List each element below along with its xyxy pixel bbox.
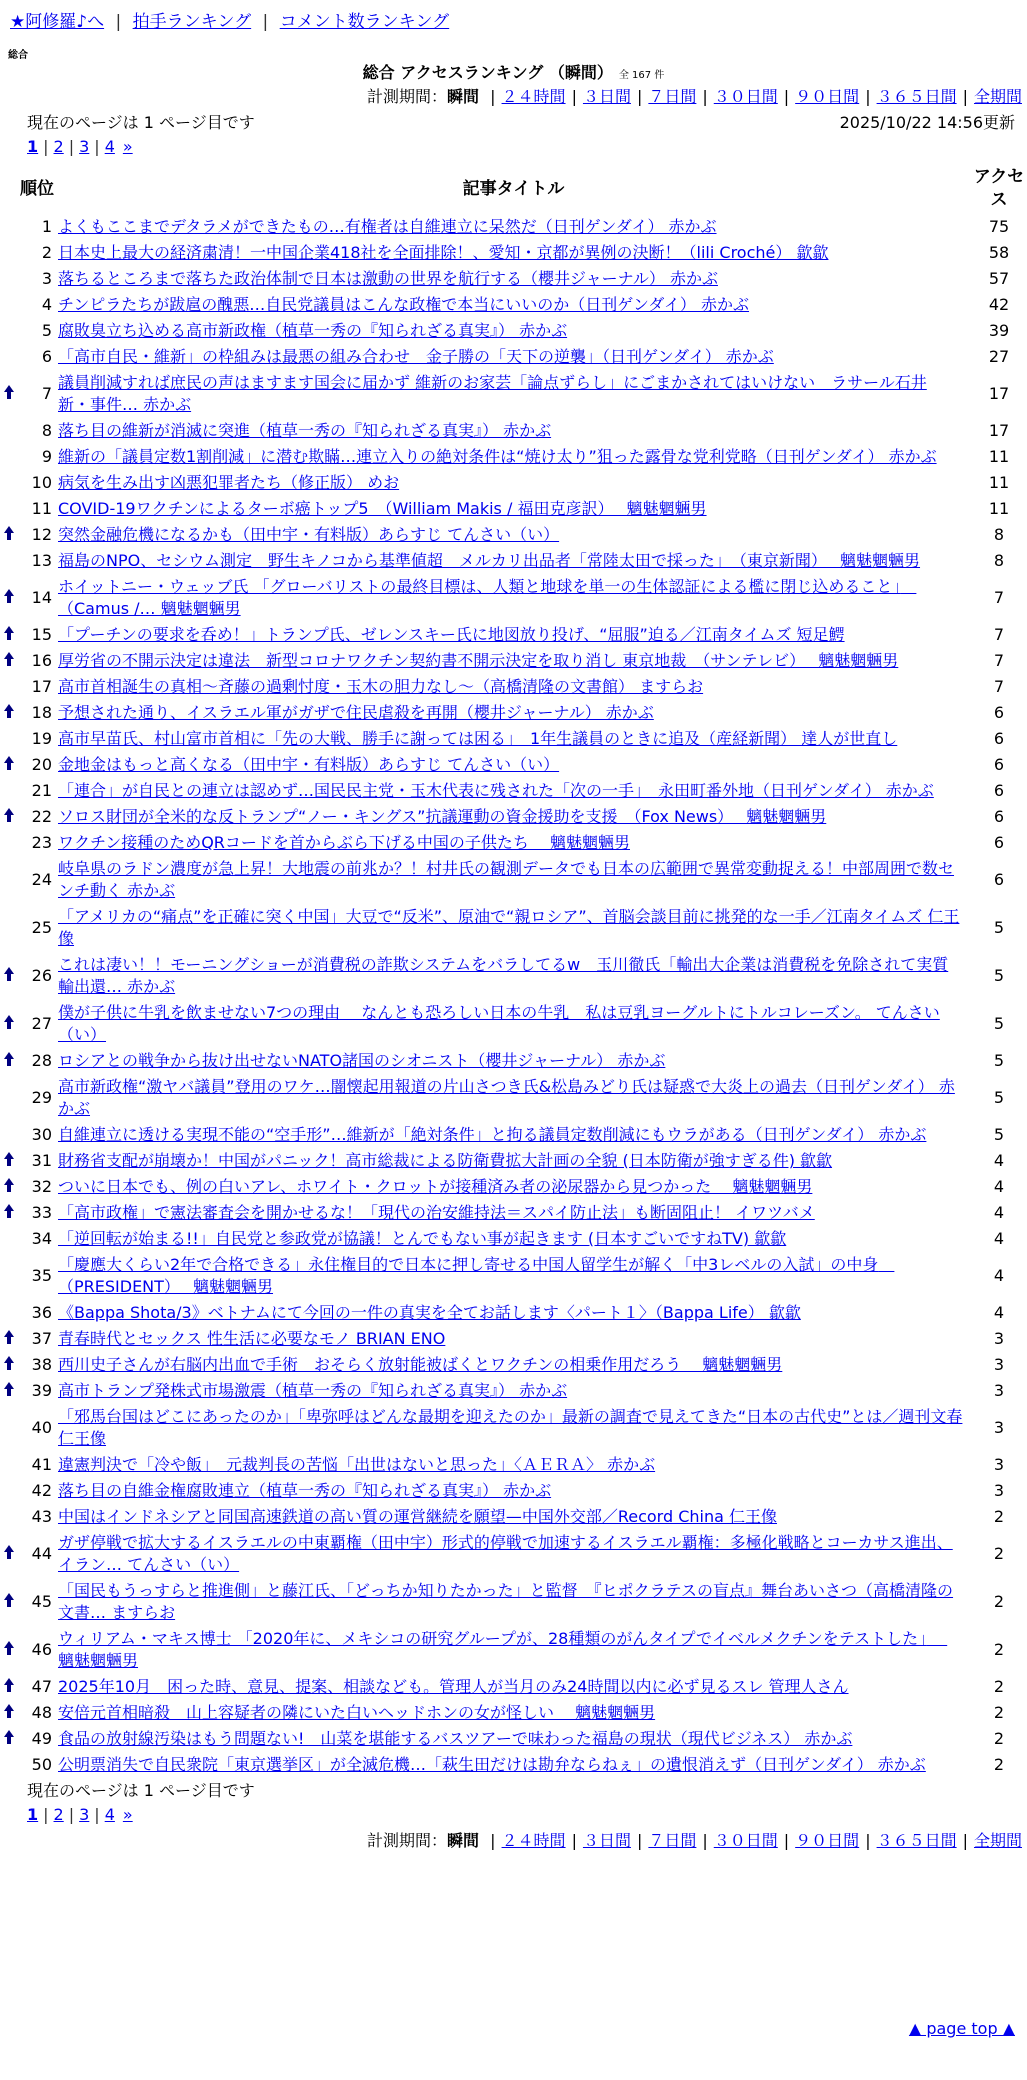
ranking-table (0, 164, 1027, 1778)
article-title-link[interactable]: 議員削減すれば庶民の声はますます国会に届かず 維新のお家芸「論点ずらし」にごまかされてはいけない ラサール石井 新・事件… 赤かぶ (58, 373, 927, 414)
article-title-link[interactable]: 「プーチンの要求を呑め！」トランプ氏、ゼレンスキー氏に地図放り投げ、“屈服”迫る／江南タイムズ 短足鰐 (58, 625, 845, 644)
table-row (0, 1300, 1027, 1326)
table-row (0, 1352, 1027, 1378)
table-row (0, 1048, 1027, 1074)
up-arrow-icon (4, 1015, 14, 1029)
access-count: 75 (988, 217, 1010, 236)
period-separator: | (865, 87, 871, 106)
rank-number: 29 (31, 1088, 52, 1107)
table-row (0, 1074, 1027, 1122)
article-title-link[interactable]: 2025年10月 困った時、意見、提案、相談なども。管理人が当月のみ24時間以内に必ず見るスレ 管理人さん (58, 1677, 849, 1696)
table-row (0, 344, 1027, 370)
rank-number: 13 (31, 551, 52, 570)
table-row (0, 1674, 1027, 1700)
table-row (0, 418, 1027, 444)
access-count: 39 (988, 321, 1010, 340)
table-header-row (0, 164, 1027, 214)
article-title-link[interactable]: 食品の放射線汚染はもう問題ない! 山菜を堪能するバスツアーで味わった福島の現状（現代ビジネス） 赤かぶ (58, 1729, 853, 1748)
pager-next-link[interactable]: » (122, 1805, 133, 1824)
article-title-link[interactable]: 落ち目の自維金権腐敗連立（植草一秀の『知られざる真実』） 赤かぶ (58, 1481, 552, 1500)
period-separator: | (702, 1831, 708, 1850)
article-title-link[interactable]: 腐敗臭立ち込める高市新政権（植草一秀の『知られざる真実』） 赤かぶ (58, 321, 568, 340)
updated-timestamp: 2025/10/22 14:56更新 (839, 113, 1015, 132)
pager-current-page[interactable]: 1 (27, 1805, 39, 1824)
access-count: 5 (993, 1088, 1005, 1107)
period-link[interactable]: ７日間 (648, 1831, 697, 1850)
article-title-link[interactable]: 金地金はもっと高くなる（田中宇・有料版）あらすじ てんさい（い） (58, 755, 560, 774)
table-row (0, 700, 1027, 726)
period-link[interactable]: ３０日間 (713, 87, 778, 106)
rank-number: 46 (31, 1640, 52, 1659)
table-row (0, 674, 1027, 700)
rank-number: 4 (41, 295, 52, 314)
up-arrow-icon (4, 967, 14, 981)
page-top-link[interactable]: ▲ page top ▲ (908, 2019, 1015, 2038)
table-row (0, 1378, 1027, 1404)
pager-separator: | (68, 137, 75, 156)
up-arrow-icon (4, 1052, 14, 1066)
access-count: 2 (993, 1640, 1005, 1659)
rank-number: 14 (31, 588, 52, 607)
pager-bottom (27, 1804, 133, 1826)
access-count: 2 (993, 1592, 1005, 1611)
table-row (0, 1626, 1027, 1674)
table-row (0, 1326, 1027, 1352)
period-label: 計測期間： (367, 1831, 448, 1850)
access-count: 6 (993, 807, 1005, 826)
article-title-link[interactable]: ソロス財団が全米的な反トランプ“ノー・キングス”抗議運動の資金援助を支援 （Fox News） 魑魅魍魎男 (58, 807, 827, 826)
table-row (0, 1700, 1027, 1726)
access-count: 11 (988, 447, 1010, 466)
table-row (0, 318, 1027, 344)
rank-number: 1 (41, 217, 52, 236)
table-row (0, 1452, 1027, 1478)
up-arrow-icon (4, 1356, 14, 1370)
up-arrow-icon (4, 526, 14, 540)
access-count: 6 (993, 781, 1005, 800)
rank-number: 3 (41, 269, 52, 288)
table-row (0, 1578, 1027, 1626)
period-separator: | (636, 87, 643, 106)
period-link[interactable]: ９０日間 (795, 87, 860, 106)
article-title-link[interactable]: ワクチン接種のためQRコードを首からぶら下げる中国の子供たち 魑魅魍魎男 (58, 833, 630, 852)
up-arrow-icon (4, 1204, 14, 1218)
article-title-link[interactable]: チンピラたちが跋扈の醜悪…自民党議員はこんな政権で本当にいいのか（日刊ゲンダイ） 赤かぶ (58, 295, 750, 314)
rank-number: 39 (31, 1381, 52, 1400)
total-count: 全 167 件 (618, 70, 665, 81)
up-arrow-icon (4, 1330, 14, 1344)
table-row (0, 470, 1027, 496)
article-title-link[interactable]: ロシアとの戦争から抜け出せないNATO諸国のシオニスト（櫻井ジャーナル） 赤かぶ (58, 1051, 666, 1070)
table-row (0, 548, 1027, 574)
access-count: 58 (988, 243, 1010, 262)
period-current: 瞬間 (447, 1831, 480, 1850)
access-count: 17 (988, 421, 1010, 440)
up-arrow-icon (4, 1152, 14, 1166)
pager-top (27, 136, 133, 158)
article-title-link[interactable]: 高市新政権“激ヤバ議員”登用のワケ…闇懐起用報道の片山さつき氏&松島みどり氏は疑惑で大炎上の過去（日刊ゲンダイ） 赤かぶ (58, 1077, 955, 1118)
up-arrow-icon (4, 626, 14, 640)
access-count: 57 (988, 269, 1010, 288)
table-row (0, 1148, 1027, 1174)
pager-page-link[interactable]: 4 (104, 137, 115, 156)
rank-number: 17 (31, 677, 52, 696)
access-count: 6 (993, 703, 1005, 722)
rank-number: 19 (31, 729, 52, 748)
period-separator: | (571, 87, 577, 106)
table-row (0, 752, 1027, 778)
article-title-link[interactable]: 公明票消失で自民衆院「東京選挙区」が全滅危機…「萩生田だけは勘弁ならねぇ」の遺恨消えず（日刊ゲンダイ） 赤かぶ (58, 1755, 926, 1774)
article-title-link[interactable]: 突然金融危機になるかも（田中宇・有料版）あらすじ てんさい（い） (58, 525, 560, 544)
table-row (0, 522, 1027, 548)
rank-number: 43 (31, 1507, 52, 1526)
article-title-link[interactable]: 「慶應大くらい2年で合格できる」永住権目的で日本に押し寄せる中国人留学生が解く「中3レベルの入試」の中身 （PRESIDENT） 魑魅魍魎男 (58, 1255, 895, 1296)
rank-number: 15 (31, 625, 52, 644)
ranking-title: 総合 アクセスランキング （瞬間） (362, 63, 613, 82)
table-row (0, 1174, 1027, 1200)
pager-page-link[interactable]: 3 (79, 1805, 90, 1824)
access-count: 4 (993, 1151, 1005, 1170)
article-title-link[interactable]: 中国はインドネシアと同国高速鉄道の高い質の運営継続を願望—中国外交部／Record China 仁王像 (58, 1507, 777, 1526)
rank-number: 31 (31, 1151, 52, 1170)
table-row (0, 240, 1027, 266)
table-row (0, 1504, 1027, 1530)
nav-separator: | (115, 12, 122, 32)
rank-number: 37 (31, 1329, 52, 1348)
up-arrow-icon (4, 808, 14, 822)
period-separator: | (783, 1831, 790, 1850)
period-separator: | (490, 87, 496, 106)
rank-number: 24 (31, 870, 52, 889)
rank-number: 28 (31, 1051, 52, 1070)
access-count: 8 (993, 525, 1005, 544)
article-title-link[interactable]: 「国民もうっすらと推進側」と藤江氏、「どっちか知りたかった」と監督 『ヒポクラテスの盲点』舞台あいさつ（高橋清隆の文書… ますらお (58, 1581, 954, 1622)
col-title-header: 記事タイトル (462, 178, 565, 199)
table-row (0, 292, 1027, 318)
period-link[interactable]: ３０日間 (713, 1831, 778, 1850)
rank-number: 33 (31, 1203, 52, 1222)
access-count: 7 (993, 588, 1005, 607)
rank-number: 48 (31, 1703, 52, 1722)
up-arrow-icon (4, 1704, 14, 1718)
article-title-link[interactable]: 青春時代とセックス 性生活に必要なモノ BRIAN ENO (58, 1329, 446, 1348)
rank-number: 18 (31, 703, 52, 722)
page-info-bottom: 現在のページは 1 ページ目です (27, 1781, 255, 1800)
period-separator: | (636, 1831, 643, 1850)
rank-number: 16 (31, 651, 52, 670)
rank-number: 27 (31, 1014, 52, 1033)
access-count: 3 (993, 1418, 1005, 1437)
table-row (0, 648, 1027, 674)
period-link[interactable]: ３６５日間 (876, 1831, 957, 1850)
access-count: 3 (993, 1381, 1005, 1400)
access-count: 5 (993, 918, 1005, 937)
access-count: 7 (993, 625, 1005, 644)
pager-separator: | (43, 1805, 49, 1824)
pager-separator: | (68, 1805, 75, 1824)
rank-number: 30 (31, 1125, 52, 1144)
table-row (0, 1200, 1027, 1226)
access-count: 4 (993, 1177, 1005, 1196)
table-row (0, 444, 1027, 470)
pager-page-link[interactable]: 3 (79, 137, 90, 156)
access-count: 6 (993, 729, 1005, 748)
rank-number: 21 (31, 781, 52, 800)
article-title-link[interactable]: 病気を生み出す凶悪犯罪者たち（修正版） めお (58, 473, 400, 492)
category-label: 総合 (8, 50, 28, 61)
table-row (0, 804, 1027, 830)
access-count: 6 (993, 833, 1005, 852)
period-link[interactable]: ２４時間 (501, 1831, 566, 1850)
period-separator: | (865, 1831, 871, 1850)
table-row (0, 778, 1027, 804)
table-row (0, 856, 1027, 904)
rank-number: 49 (31, 1729, 52, 1748)
period-link[interactable]: ７日間 (648, 87, 697, 106)
col-access-header: アクセス (973, 167, 1025, 210)
article-title-link[interactable]: 西川史子さんが右脳内出血で手術 おそらく放射能被ばくとワクチンの相乗作用だろう 魑魅魍魎男 (58, 1355, 783, 1374)
rank-number: 12 (31, 525, 52, 544)
period-links (484, 87, 1022, 106)
page-info-top: 現在のページは 1 ページ目です (27, 113, 255, 132)
pager-current-page[interactable]: 1 (27, 137, 39, 156)
period-link[interactable]: 全期間 (973, 1831, 1022, 1850)
access-count: 8 (993, 551, 1005, 570)
pager-page-link[interactable]: 2 (53, 1805, 64, 1824)
access-count: 4 (993, 1303, 1005, 1322)
table-row (0, 726, 1027, 752)
access-count: 27 (988, 347, 1010, 366)
access-count: 5 (993, 1125, 1005, 1144)
table-row (0, 622, 1027, 648)
table-row (0, 1252, 1027, 1300)
rank-number: 50 (31, 1755, 52, 1774)
rank-number: 11 (31, 499, 52, 518)
pager-next-link[interactable]: » (122, 137, 133, 156)
access-count: 4 (993, 1229, 1005, 1248)
rank-number: 42 (31, 1481, 52, 1500)
article-title-link[interactable]: 落ちるところまで落ちた政治体制で日本は激動の世界を航行する（櫻井ジャーナル） 赤かぶ (58, 269, 718, 288)
article-title-link[interactable]: 自維連立に透ける実現不能の“空手形”…維新が「絶対条件」と拘る議員定数削減にもウラがある（日刊ゲンダイ） 赤かぶ (58, 1125, 927, 1144)
table-row (0, 1226, 1027, 1252)
period-link[interactable]: ３日間 (582, 87, 631, 106)
period-link[interactable]: ３６５日間 (876, 87, 957, 106)
article-title-link[interactable]: よくもここまでデタラメができたもの…有権者は自維連立に呆然だ（日刊ゲンダイ） 赤かぶ (58, 217, 717, 236)
article-title-link[interactable]: 高市トランプ発株式市場激震（植草一秀の『知られざる真実』） 赤かぶ (58, 1381, 568, 1400)
pager-separator: | (94, 137, 100, 156)
article-title-link[interactable]: 僕が子供に牛乳を飲ませない7つの理由 なんとも恐ろしい日本の牛乳 私は豆乳ヨーグルトにトルコレーズン。 てんさい（い） (58, 1003, 940, 1044)
article-title-link[interactable]: 違憲判決で「冷や飯」 元裁判長の苦悩「出世はないと思った」〈ＡＥＲＡ〉 赤かぶ (58, 1455, 656, 1474)
rank-number: 26 (31, 966, 52, 985)
access-count: 5 (993, 1014, 1005, 1033)
home-link[interactable]: ★阿修羅♪へ (10, 12, 105, 32)
pager-separator: | (94, 1805, 100, 1824)
rank-number: 38 (31, 1355, 52, 1374)
table-row (0, 496, 1027, 522)
period-link[interactable]: ９０日間 (795, 1831, 860, 1850)
up-arrow-icon (4, 704, 14, 718)
period-selector-bottom (367, 1830, 1022, 1852)
up-arrow-icon (4, 756, 14, 770)
rank-number: 44 (31, 1544, 52, 1563)
rank-number: 5 (41, 321, 52, 340)
rank-number: 25 (31, 918, 52, 937)
period-separator: | (702, 87, 708, 106)
rank-number: 22 (31, 807, 52, 826)
period-link[interactable]: ２４時間 (501, 87, 566, 106)
article-title-link[interactable]: 落ち目の維新が消滅に突進（植草一秀の『知られざる真実』） 赤かぶ (58, 421, 552, 440)
article-title-link[interactable]: 福島のNPO、セシウム測定 野生キノコから基準値超 メルカリ出品者「常陸太田で採った」 （東京新聞） 魑魅魍魎男 (58, 551, 921, 570)
access-count: 4 (993, 1266, 1005, 1285)
access-count: 11 (988, 499, 1010, 518)
article-title-link[interactable]: 岐阜県のラドン濃度が急上昇！大地震の前兆か？！村井氏の観測データでも日本の広範囲で異常変動捉える！中部周囲で数センチ動く 赤かぶ (58, 859, 955, 900)
up-arrow-icon (4, 1178, 14, 1192)
access-count: 3 (993, 1329, 1005, 1348)
table-row (0, 1122, 1027, 1148)
article-title-link[interactable]: 厚労省の不開示決定は違法 新型コロナワクチン契約書不開示決定を取り消し 東京地裁 （サンテレビ） 魑魅魍魎男 (58, 651, 899, 670)
table-row (0, 1530, 1027, 1578)
rank-number: 41 (31, 1455, 52, 1474)
article-title-link[interactable]: 日本史上最大の経済粛清！一中国企業418社を全面排除！、愛知・京都が異例の決断！（lili Croché） 歙歙 (58, 243, 829, 262)
article-title-link[interactable]: COVID-19ワクチンによるターボ癌トップ5 （William Makis / 福田克彦訳） 魑魅魍魎男 (58, 499, 707, 518)
pager-separator: | (43, 137, 49, 156)
table-row (0, 830, 1027, 856)
rank-number: 6 (41, 347, 52, 366)
rank-number: 32 (31, 1177, 52, 1196)
period-separator: | (490, 1831, 496, 1850)
access-count: 4 (993, 1203, 1005, 1222)
rank-number: 9 (41, 447, 52, 466)
rank-number: 45 (31, 1592, 52, 1611)
table-row (0, 1000, 1027, 1048)
access-count: 2 (993, 1729, 1005, 1748)
period-link[interactable]: ３日間 (582, 1831, 631, 1850)
access-count: 11 (988, 473, 1010, 492)
table-row (0, 1478, 1027, 1504)
rank-number: 20 (31, 755, 52, 774)
article-title-link[interactable]: ガザ停戦で拡大するイスラエルの中東覇権（田中宇）形式的停戦で加速するイスラエル覇権：多極化戦略とコーカサス進出、イラン… てんさい（い） (58, 1533, 953, 1574)
access-count: 6 (993, 870, 1005, 889)
article-title-link[interactable]: 「邪馬台国はどこにあったのか」「卑弥呼はどんな最期を迎えたのか」最新の調査で見えてきた“日本の古代史”とは／週刊文春 仁王像 (58, 1407, 963, 1448)
access-count: 6 (993, 755, 1005, 774)
comment-ranking-link[interactable]: コメント数ランキング (279, 12, 450, 32)
period-link[interactable]: 全期間 (973, 87, 1022, 106)
table-row (0, 1726, 1027, 1752)
rank-number: 36 (31, 1303, 52, 1322)
access-count: 17 (988, 384, 1010, 403)
table-row (0, 1404, 1027, 1452)
up-arrow-icon (4, 1730, 14, 1744)
article-title-link[interactable]: 安倍元首相暗殺 山上容疑者の隣にいた白いヘッドホンの女が怪しい 魑魅魍魎男 (58, 1703, 656, 1722)
article-title-link[interactable]: 財務省支配が崩壊か！中国がパニック！高市総裁による防衛費拡大計画の全貌 (日本防衛が強すぎる件) 歙歙 (58, 1151, 833, 1170)
up-arrow-icon (4, 589, 14, 603)
nav-separator: | (262, 12, 269, 32)
article-title-link[interactable]: 高市首相誕生の真相～斉藤の過剰忖度・玉木の胆力なし～（高橋清隆の文書館） ますらお (58, 677, 704, 696)
access-count: 2 (993, 1677, 1005, 1696)
article-title-link[interactable]: 「アメリカの“痛点”を正確に突く中国」大豆で“反米”、原油で“親ロシア”、首脳会談目前に挑発的な一手／江南タイムズ 仁王像 (58, 907, 960, 948)
table-row (0, 266, 1027, 292)
rank-number: 34 (31, 1229, 52, 1248)
up-arrow-icon (4, 1382, 14, 1396)
access-count: 42 (988, 295, 1010, 314)
up-arrow-icon (4, 385, 14, 399)
access-count: 7 (993, 651, 1005, 670)
access-count: 5 (993, 1051, 1005, 1070)
rank-number: 40 (31, 1418, 52, 1437)
article-title-link[interactable]: 高市早苗氏、村山富市首相に「先の大戦、勝手に謝っては困る」 1年生議員のときに追及（産経新聞） 達人が世直し (58, 729, 898, 748)
col-rank-header: 順位 (20, 178, 54, 199)
access-count: 2 (993, 1507, 1005, 1526)
table-row (0, 370, 1027, 418)
table-row (0, 952, 1027, 1000)
pager-page-link[interactable]: 4 (104, 1805, 115, 1824)
rank-number: 2 (41, 243, 52, 262)
pager-page-link[interactable]: 2 (53, 137, 64, 156)
article-title-link[interactable]: 「逆回転が始まる!!」自民党と参政党が協議！とんでもない事が起きます (日本すごいですねTV) 歙歙 (58, 1229, 787, 1248)
period-separator: | (783, 87, 790, 106)
up-arrow-icon (4, 1678, 14, 1692)
access-count: 2 (993, 1544, 1005, 1563)
up-arrow-icon (4, 1545, 14, 1559)
article-title-link[interactable]: ウィリアム・マキス博士 「2020年に、メキシコの研究グループが、28種類のがんタイプでイベルメクチンをテストした」 魑魅魍魎男 (58, 1629, 948, 1670)
period-separator: | (962, 87, 968, 106)
article-title-link[interactable]: 《Bappa Shota/3》ベトナムにて今回の一件の真実を全てお話します〈パート１〉（Bappa Life） 歙歙 (58, 1303, 801, 1322)
access-count: 3 (993, 1455, 1005, 1474)
access-count: 2 (993, 1755, 1005, 1774)
access-count: 5 (993, 966, 1005, 985)
article-title-link[interactable]: 「高市自民・維新」の枠組みは最悪の組み合わせ 金子勝の「天下の逆襲」（日刊ゲンダイ） 赤かぶ (58, 347, 774, 366)
access-count: 7 (993, 677, 1005, 696)
rank-number: 23 (31, 833, 52, 852)
period-label: 計測期間： (367, 87, 448, 106)
rank-number: 10 (31, 473, 52, 492)
period-links (484, 1831, 1022, 1850)
rank-number: 35 (31, 1266, 52, 1285)
rank-number: 7 (41, 384, 52, 403)
article-title-link[interactable]: 維新の「議員定数1割削減」に潜む欺瞞…連立入りの絶対条件は“焼け太り”狙った露骨な党利党略（日刊ゲンダイ） 赤かぶ (58, 447, 937, 466)
table-row (0, 1752, 1027, 1778)
article-title-link[interactable]: 予想された通り、イスラエル軍がガザで住民虐殺を再開（櫻井ジャーナル） 赤かぶ (58, 703, 654, 722)
access-count: 2 (993, 1703, 1005, 1722)
up-arrow-icon (4, 652, 14, 666)
period-current: 瞬間 (447, 87, 480, 106)
table-row (0, 574, 1027, 622)
rank-number: 47 (31, 1677, 52, 1696)
table-row (0, 214, 1027, 240)
period-selector-top (367, 86, 1022, 108)
article-title-link[interactable]: ホイットニー・ウェッブ氏 「グローバリストの最終目標は、人類と地球を単一の生体認証による檻に閉じ込めること」 （Camus /… 魑魅魍魎男 (58, 577, 917, 618)
up-arrow-icon (4, 1593, 14, 1607)
period-separator: | (571, 1831, 577, 1850)
rank-number: 8 (41, 421, 52, 440)
table-row (0, 904, 1027, 952)
top-nav (10, 11, 449, 33)
up-arrow-icon (4, 1641, 14, 1655)
article-title-link[interactable]: 「連合」が自民との連立は認めず…国民民主党・玉木代表に残された「次の一手」 永田町番外地（日刊ゲンダイ） 赤かぶ (58, 781, 934, 800)
article-title-link[interactable]: これは凄い！！モーニングショーが消費税の詐欺システムをバラしてるw 玉川徹氏「輸出大企業は消費税を免除されて実質 輸出還… 赤かぶ (58, 955, 949, 996)
access-count: 3 (993, 1481, 1005, 1500)
page-title (0, 62, 1027, 87)
article-title-link[interactable]: ついに日本でも、例の白いアレ、ホワイト・クロットが接種済み者の泌尿器から見つかった 魑魅魍魎男 (58, 1177, 813, 1196)
access-count: 3 (993, 1355, 1005, 1374)
clap-ranking-link[interactable]: 拍手ランキング (132, 12, 252, 32)
article-title-link[interactable]: 「高市政権」で憲法審査会を開かせるな！「現代の治安維持法＝スパイ防止法」も断固阻止！ イワツバメ (58, 1203, 815, 1222)
period-separator: | (962, 1831, 968, 1850)
